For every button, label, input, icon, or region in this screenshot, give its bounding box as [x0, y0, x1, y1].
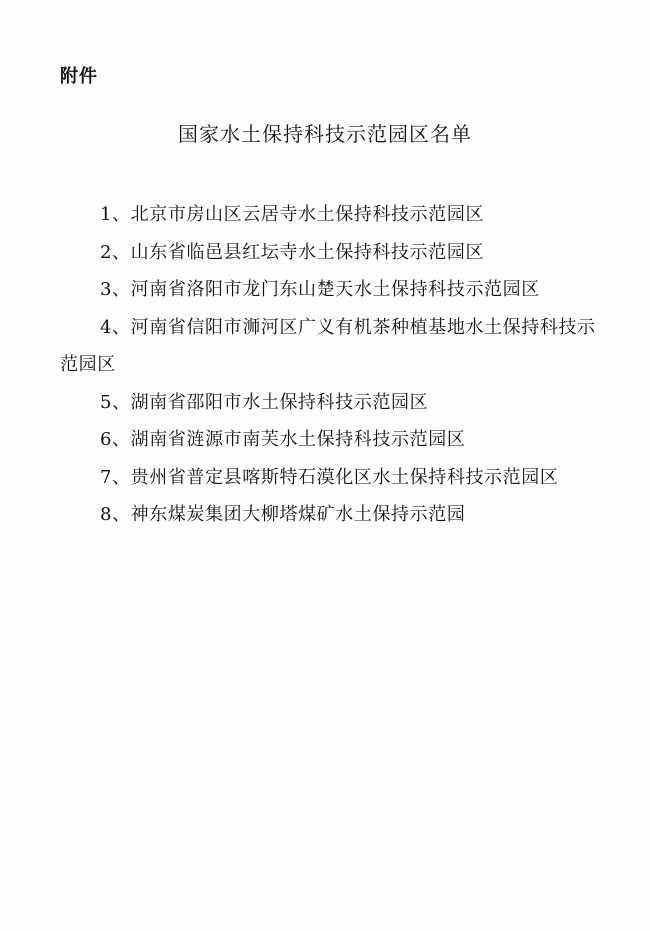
list-item: 5、湖南省邵阳市水土保持科技示范园区	[100, 391, 429, 413]
list-item: 3、河南省洛阳市龙门东山楚天水土保持科技示范园区	[100, 279, 540, 300]
park-list	[60, 196, 600, 534]
list-item: 4、河南省信阳市浉河区广义有机茶种植基地水土保持科技示范园区	[60, 316, 596, 375]
list-item: 7、贵州省普定县喀斯特石漠化区水土保持科技示范园区	[100, 466, 559, 488]
list-item: 8、神东煤炭集团大柳塔煤矿水土保持示范园	[100, 504, 466, 525]
attachment-label: 附件	[60, 66, 98, 87]
list-item: 2、山东省临邑县红坛寺水土保持科技示范园区	[100, 241, 485, 263]
list-item: 6、湖南省涟源市南芙水土保持科技示范园区	[100, 429, 466, 450]
document-title: 国家水土保持科技示范园区名单	[178, 122, 472, 146]
list-item: 1、北京市房山区云居寺水土保持科技示范园区	[100, 204, 485, 225]
